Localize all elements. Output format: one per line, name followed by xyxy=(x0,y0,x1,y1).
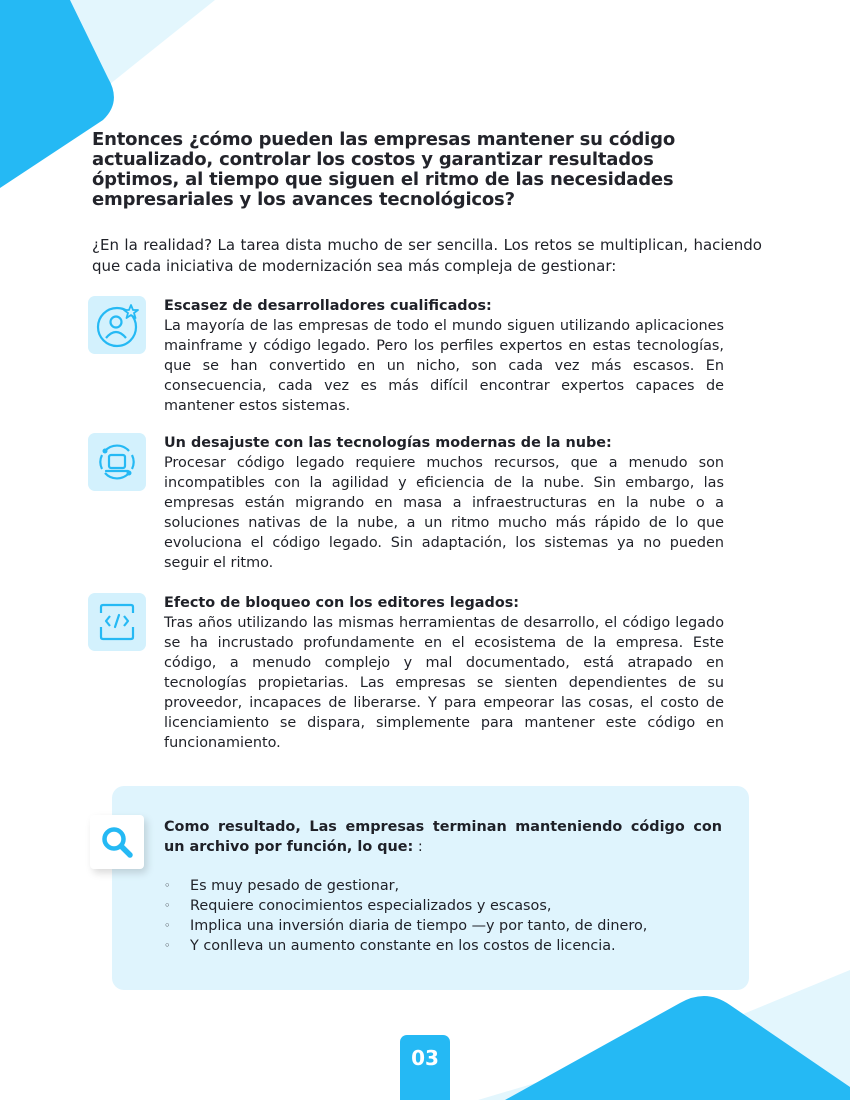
item-body: Procesar código legado requiere muchos recursos, que a menudo son incompatibles con la agilidad y eficiencia de la nube. Sin embargo, las empresas están migrando en masa a infraestructuras en la nube o a soluciones nativas de la nube, a un ritmo mucho más rápido de lo que evoluciona el código legado. Sin adaptación, los sistemas ya no pueden seguir el ritmo. xyxy=(164,455,724,571)
list-item-text: Requiere conocimientos especializados y escasos, xyxy=(190,898,552,914)
search-icon xyxy=(90,815,144,869)
item-title: Escasez de desarrolladores cualificados: xyxy=(164,298,492,314)
result-title-bold: Como resultado, Las empresas terminan manteniendo código con un archivo por función, lo que: xyxy=(164,819,722,855)
bullet-icon: ◦ xyxy=(164,939,171,952)
list-item-text: Y conlleva un aumento constante en los costos de licencia. xyxy=(190,938,616,954)
list-item-text: Es muy pesado de gestionar, xyxy=(190,878,400,894)
result-bullet-list xyxy=(164,876,734,956)
page-heading: Entonces ¿cómo pueden las empresas mantener su código actualizado, controlar los costos y garantizar resultados óptimos, al tiempo que siguen el ritmo de las necesidades empresariales y los avances tecnológicos? xyxy=(92,129,676,210)
list-item xyxy=(164,936,734,956)
list-item xyxy=(164,896,734,916)
code-window-icon xyxy=(88,593,146,651)
list-item-text: Implica una inversión diaria de tiempo —y por tanto, de dinero, xyxy=(190,918,648,934)
list-item xyxy=(164,916,734,936)
bullet-icon: ◦ xyxy=(164,899,171,912)
item-body: La mayoría de las empresas de todo el mundo siguen utilizando aplicaciones mainframe y código legado. Pero los perfiles expertos en estas tecnologías, que se han convertido en un nicho, son cada vez más escasos. En consecuencia, cada vez es más difícil encontrar expertos capaces de mantener estos sistemas. xyxy=(164,318,724,414)
bullet-icon: ◦ xyxy=(164,879,171,892)
result-title xyxy=(164,817,722,857)
item-title: Un desajuste con las tecnologías modernas de la nube: xyxy=(164,435,612,451)
developer-star-icon xyxy=(88,296,146,354)
result-title-tail: : xyxy=(413,839,423,855)
item-title: Efecto de bloqueo con los editores legados: xyxy=(164,595,520,611)
intro-paragraph: ¿En la realidad? La tarea dista mucho de ser sencilla. Los retos se multiplican, haciendo que cada iniciativa de modernización sea más compleja de gestionar: xyxy=(92,236,762,275)
item-body: Tras años utilizando las mismas herramientas de desarrollo, el código legado se ha incrustado profundamente en el ecosistema de la empresa. Este código, a menudo complejo y mal documentado, está atrapado en tecnologías propietarias. Las empresas se sienten dependientes de su proveedor, incapaces de liberarse. Y para empeorar las cosas, el costo de licenciamiento se dispara, simplemente para mantener este código en xyxy=(164,615,724,731)
page-number: 03 xyxy=(400,1035,450,1100)
bullet-icon: ◦ xyxy=(164,919,171,932)
list-item xyxy=(164,876,734,896)
item-body-end: funcionamiento. xyxy=(164,735,281,751)
cloud-cycle-icon xyxy=(88,433,146,491)
